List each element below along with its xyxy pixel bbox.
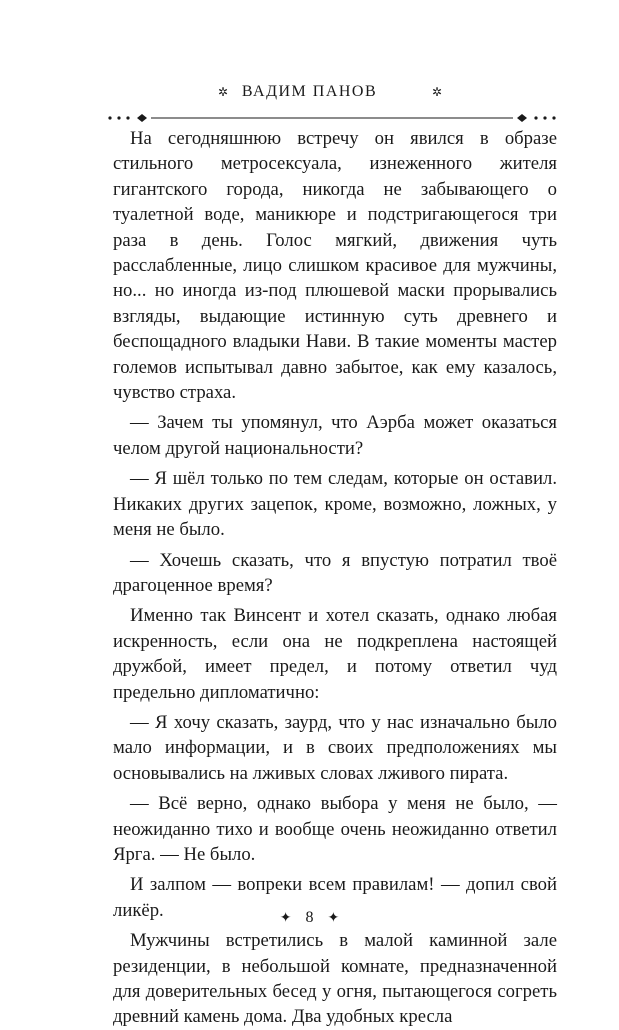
header-decorative-rule bbox=[107, 112, 557, 124]
paragraph: И залпом — вопреки всем правилам! — допил свой ликёр. bbox=[113, 874, 557, 921]
paragraph: На сегодняшнюю встречу он явился в образе стильного метросексуала, изнеженного жителя гигантского города, никогда не забывающего о туалетной воде, маникюре и подстригающегося три раза в день. Голос мягкий, движения чуть расслабленные, лицо слишком красивое для мужчины, но... но иногда из-под плюшевой маски прорывались взгляды, выдающие истинную суть древнего и беспощадного владыки Нави. В такие моменты мастер големов испытывал давно забытое, как ему казалось, чувство страха. bbox=[113, 128, 557, 404]
header-ornament-right-icon: ✲ bbox=[432, 85, 443, 99]
paragraph: — Хочешь сказать, что я впустую потратил твоё драгоценное время? bbox=[113, 549, 557, 596]
paragraph: — Зачем ты упомянул, что Аэрба может оказаться челом другой национальности? bbox=[113, 412, 557, 459]
paragraph: — Всё верно, однако выбора у меня не было, — неожиданно тихо и вообще очень неожиданно ответил Ярга. — Не было. bbox=[113, 793, 557, 865]
body-text bbox=[113, 126, 557, 1030]
page-number: 8 bbox=[305, 909, 314, 926]
paragraph: Именно так Винсент и хотел сказать, однако любая искренность, если она не подкреплена настоящей дружбой, имеет предел, и потому ответил чуд предельно дипломатично: bbox=[113, 605, 557, 703]
paragraph: — Я хочу сказать, заурд, что у нас изначально было мало информации, и в своих предположениях мы основывались на лживых словах лживого пирата. bbox=[113, 711, 557, 784]
paragraph: Мужчины встретились в малой каминной зале резиденции, в небольшой комнате, предназначенной для доверительных бесед у огня, пытающегося согреть древний камень дома. Два удобных кресла bbox=[113, 930, 557, 1028]
running-header bbox=[0, 82, 619, 112]
header-ornament-left-icon: ✲ bbox=[218, 85, 229, 99]
page-footer bbox=[0, 907, 619, 930]
running-header-title: ВАДИМ ПАНОВ bbox=[241, 83, 378, 100]
rule-ornament-icon bbox=[107, 112, 557, 124]
footer-star-right-icon: ✦ bbox=[327, 911, 340, 926]
footer-star-left-icon: ✦ bbox=[279, 911, 292, 926]
paragraph: — Я шёл только по тем следам, которые он оставил. Никаких других зацепок, кроме, возможно, ложных, у меня не было. bbox=[113, 468, 557, 541]
